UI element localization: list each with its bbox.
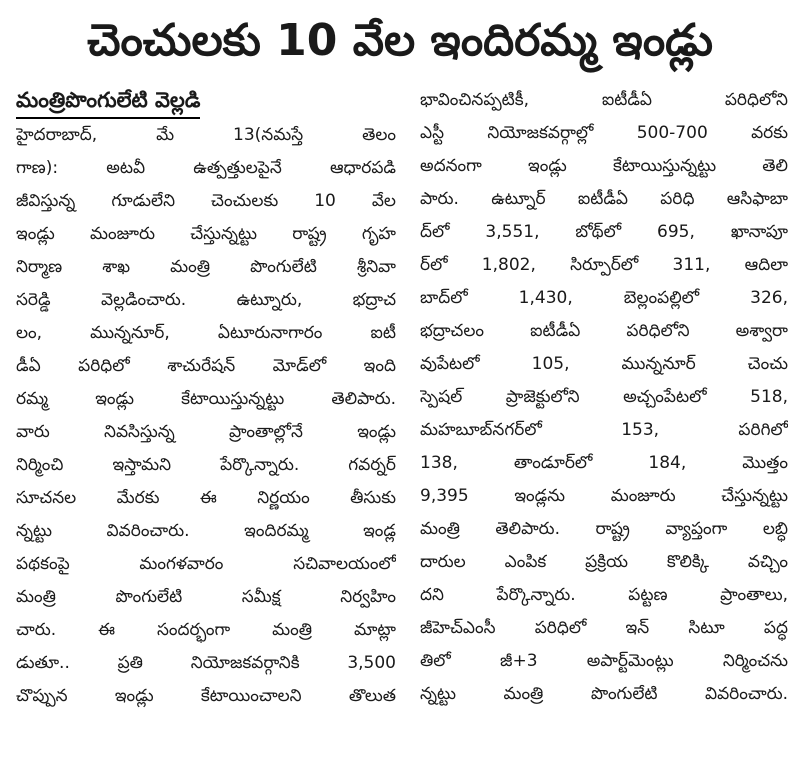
article-text-line: వారు నివసిస్తున్న ప్రాంతాల్లోనే ఇండ్లు	[16, 422, 396, 442]
article-text-line: హైదరాబాద్, మే 13(నమస్తే తెలం	[16, 125, 396, 145]
article-text-line: జీహెచ్ఎంసీ పరిధిలో ఇన్ సిటూ పద్ధ	[420, 618, 788, 638]
article-text-line: దని పేర్కొన్నారు. పట్టణ ప్రాంతాలు,	[420, 585, 788, 605]
article-text-line: భావించినప్పటికీ, ఐటీడీఏ పరిధిలోని	[420, 90, 788, 110]
article-text-line: అదనంగా ఇండ్లు కేటాయిస్తున్నట్టు తెలి	[420, 156, 788, 176]
article-text-line: నిర్మాణ శాఖ మంత్రి పొంగులేటి శ్రీనివా	[16, 257, 396, 277]
article-text-line: ద్‌లో 3,551, బోథ్‌లో 695, ఖానాపూ	[420, 222, 788, 242]
article-text-line: పారు. ఉట్నూర్ ఐటీడీఏ పరిధి ఆసిఫాబా	[420, 189, 788, 209]
article-text-line: తిలో జీ+3 అపార్ట్‌మెంట్లు నిర్మించను	[420, 651, 788, 671]
article-text-line: న్నట్టు మంత్రి పొంగులేటి వివరించారు.	[420, 684, 788, 704]
article-text-line: మంత్రి తెలిపారు. రాష్ట్ర వ్యాప్తంగా లబ్ధి	[420, 519, 788, 539]
article-text-line: ర్‌లో 1,802, సిర్పూర్‌లో 311, ఆదిలా	[420, 255, 788, 275]
article-text-line: దారుల ఎంపిక ప్రక్రియ కొలిక్కి వచ్చిం	[420, 552, 788, 572]
right-column	[420, 84, 788, 711]
subheadline: మంత్రిపొంగులేటి వెల్లడి	[16, 84, 200, 119]
article-text-line: బాద్‌లో 1,430, బెల్లంపల్లిలో 326,	[420, 288, 788, 308]
article-text-line: చారు. ఈ సందర్భంగా మంత్రి మాట్లా	[16, 620, 396, 640]
article-text-line: సూచనల మేరకు ఈ నిర్ణయం తీసుకు	[16, 488, 396, 508]
article-text-line: పథకంపై మంగళవారం సచివాలయంలో	[16, 554, 396, 574]
article-text-line: జీవిస్తున్న గూడులేని చెంచులకు 10 వేల	[16, 191, 396, 211]
article-text-line: గాణ): అటవీ ఉత్పత్తులపైనే ఆధారపడి	[16, 158, 396, 178]
article-text-line: మంత్రి పొంగులేటి సమీక్ష నిర్వహిం	[16, 587, 396, 607]
headline: చెంచులకు 10 వేల ఇందిరమ్మ ఇండ్లు	[87, 15, 713, 66]
article-text-line: నిర్మించి ఇస్తామని పేర్కొన్నారు. గవర్నర్	[16, 455, 396, 475]
article-text-line: చొప్పున ఇండ్లు కేటాయించాలని తొలుత	[16, 686, 396, 706]
article-text-line: ఎస్టీ నియోజకవర్గాల్లో 500-700 వరకు	[420, 123, 788, 143]
article-text-line: న్నట్టు వివరించారు. ఇందిరమ్మ ఇండ్ల	[16, 521, 396, 541]
article-text-line: భద్రాచలం ఐటీడీఏ పరిధిలోని అశ్వారా	[420, 321, 788, 341]
article-text-line: స్పెషల్ ప్రాజెక్టులోని అచ్చంపేటలో 518,	[420, 387, 788, 407]
article-text-line: డీఏ పరిధిలో శాచురేషన్ మోడ్‌లో ఇంది	[16, 356, 396, 376]
article-text-line: మహబూబ్‌నగర్‌లో 153, పరిగిలో	[420, 420, 788, 440]
article-text-line: డుతూ.. ప్రతి నియోజకవర్గానికి 3,500	[16, 653, 396, 673]
article-text-line: లం, మున్ననూర్, ఏటూరునాగారం ఐటీ	[16, 323, 396, 343]
article-text-line: సరెడ్డి వెల్లడించారు. ఉట్నూరు, భద్రాచ	[16, 290, 396, 310]
article-text-line: ఇండ్లు మంజూరు చేస్తున్నట్టు రాష్ట్ర గృహ	[16, 224, 396, 244]
left-column	[16, 84, 396, 713]
article-text-line: వుపేటలో 105, మున్ననూర్ చెంచు	[420, 354, 788, 374]
article-text-line: రమ్మ ఇండ్లు కేటాయిస్తున్నట్టు తెలిపారు.	[16, 389, 396, 409]
article-text-line: 138, తాండూర్‌లో 184, మొత్తం	[420, 453, 788, 473]
article-text-line: 9,395 ఇండ్లను మంజూరు చేస్తున్నట్టు	[420, 486, 788, 506]
